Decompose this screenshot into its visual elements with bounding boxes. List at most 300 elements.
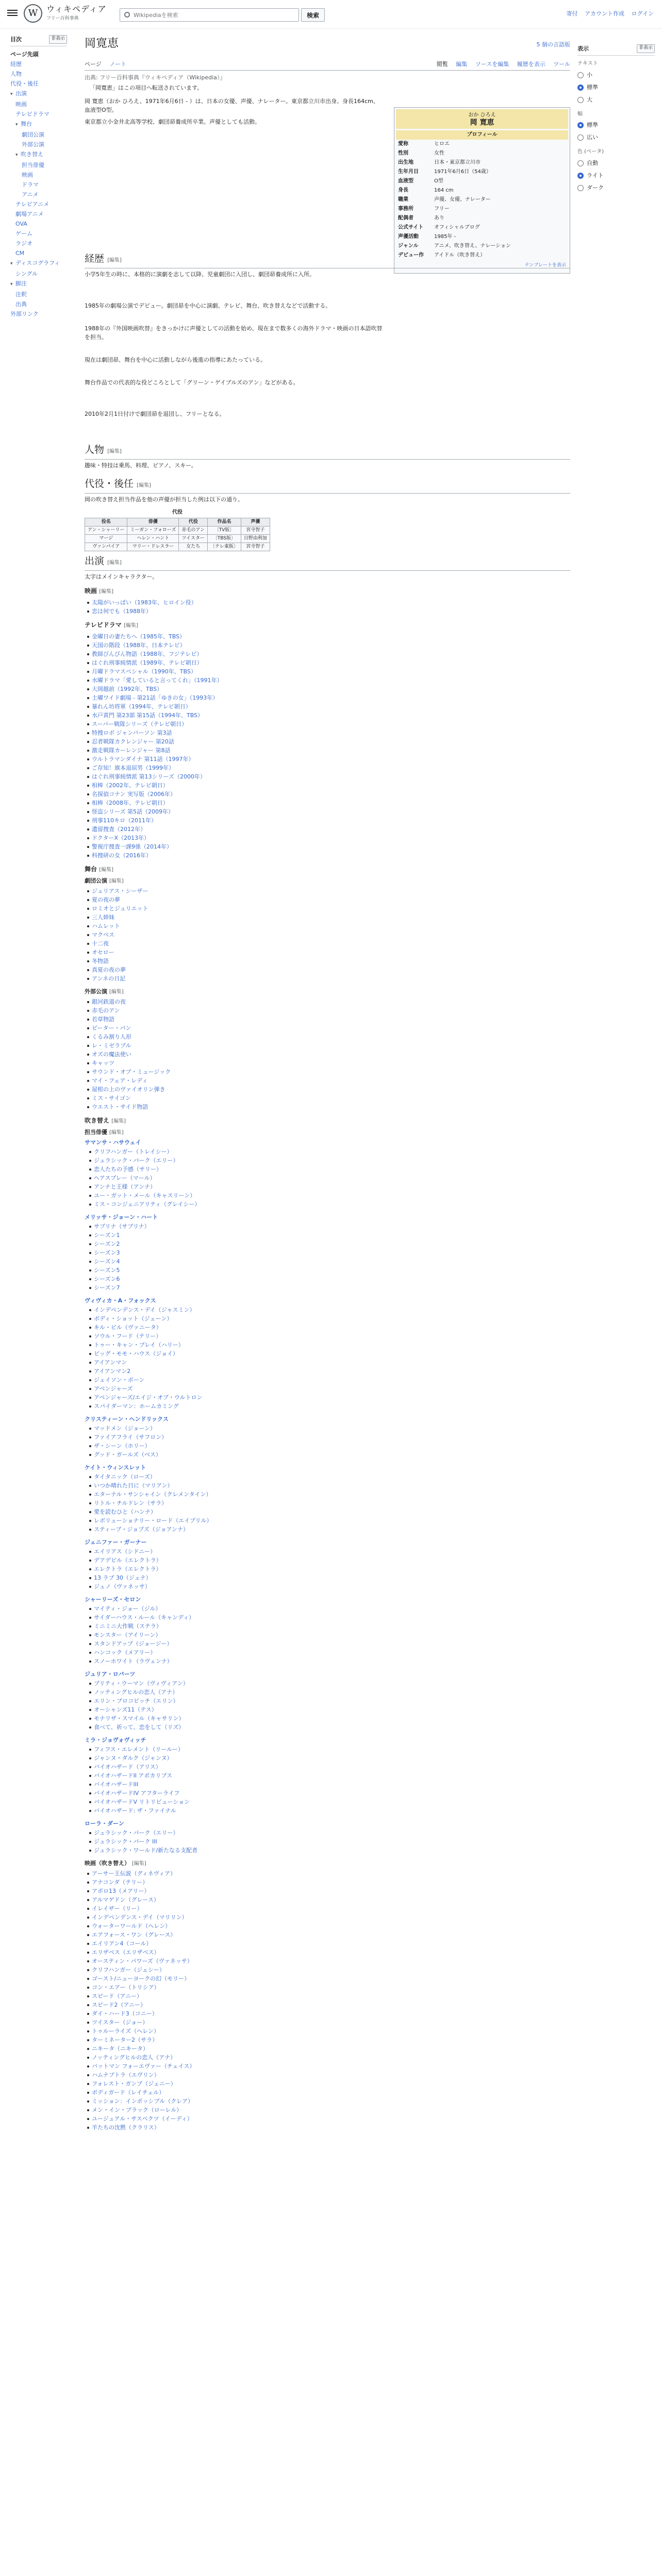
list-item-text[interactable]: ミッション：インポッシブル（クレア） [92, 2098, 194, 2105]
list-item-text[interactable]: タイタニック（ローズ） [94, 1473, 156, 1480]
list-item-text[interactable]: ジュラシック・パーク III [94, 1838, 157, 1845]
radio-icon[interactable] [577, 122, 584, 128]
list-item-text[interactable]: ビッグ・モモ・ハウス（ジョイ） [94, 1350, 179, 1357]
toc-item[interactable] [10, 299, 67, 309]
color-option[interactable] [577, 182, 655, 194]
toc-item[interactable] [10, 79, 67, 89]
list-item-text[interactable]: ご存知！旗本退屈男（1999年） [92, 765, 174, 771]
color-option[interactable] [577, 157, 655, 170]
list-item-text[interactable]: ファイアフライ（サフロン） [94, 1434, 168, 1440]
list-item-text[interactable]: フォレスト・ガンプ（ジェニー） [92, 2080, 176, 2087]
list-item-text[interactable]: アナコンダ（テリー） [92, 1879, 148, 1886]
list-item-text[interactable]: 屋根の上のヴァイオリン弾き [92, 1086, 166, 1093]
width-option[interactable] [577, 119, 655, 131]
toc-item-label: ディスコグラフィ [15, 260, 60, 267]
list-item-text[interactable]: インデペンデンス・デイ（ジャスミン） [94, 1307, 195, 1313]
list-item-text[interactable]: 激走戦隊カーレンジャー 第8話 [92, 747, 171, 754]
toc-item[interactable] [10, 170, 67, 180]
section-title: 代役・後任 [85, 478, 134, 489]
list-item-text[interactable]: スピード2（アニー） [92, 2002, 146, 2008]
list-item-text[interactable]: 三人姉妹 [92, 914, 114, 921]
list-item [94, 1283, 150, 1292]
section-heading [85, 251, 570, 268]
toc-item[interactable] [10, 199, 67, 209]
list-item-text[interactable]: ウエスト・サイド物語 [92, 1104, 148, 1110]
list-item-text[interactable]: バットマン フォーエヴァー（チェイス） [92, 2063, 195, 2070]
list-item-text[interactable]: ドクターX（2013年） [92, 835, 150, 841]
list-item-text[interactable]: 若草物語 [92, 1016, 114, 1023]
list-item-text[interactable]: クリフハンガー（トレイシー） [94, 1148, 173, 1155]
color-option-label: ライト [587, 172, 604, 179]
list-item [92, 948, 148, 957]
subsection-title: テレビドラマ [85, 621, 122, 629]
search-button[interactable]: 検索 [301, 8, 325, 22]
list-item-text[interactable]: スーパー戦隊シリーズ（テレビ朝日） [92, 721, 188, 727]
list-item-text[interactable]: オズの魔法使い [92, 1051, 131, 1058]
bullet-list [94, 1828, 197, 1855]
list-item-text[interactable]: 科捜研の女（2016年） [92, 852, 152, 859]
list-item-text[interactable]: 水曜ドラマ「愛していると言ってくれ」（1991年） [92, 677, 223, 684]
tab-tools[interactable]: ツール [553, 61, 570, 67]
tab-history[interactable]: 履歴を表示 [517, 61, 545, 67]
actor-name-text[interactable]: ケイト・ウィンスレット [85, 1464, 146, 1471]
list-item-text[interactable]: グッド・ガールズ（ベス） [94, 1451, 161, 1458]
list-item [94, 1846, 197, 1855]
list-item-text[interactable]: ダイ・ハード3（コニー） [92, 2010, 158, 2017]
list-item-text[interactable]: エイリアン4（コール） [92, 1940, 152, 1947]
list-item [94, 1174, 200, 1182]
search-input[interactable] [134, 10, 288, 20]
list-item-text[interactable]: マイティ・ジョー（ジル） [94, 1605, 161, 1612]
toc-item[interactable] [10, 309, 67, 319]
list-item-text[interactable]: 十二夜 [92, 940, 109, 947]
list-item-text[interactable]: シーズン1 [94, 1232, 120, 1239]
toc-item[interactable] [10, 258, 67, 269]
list-item [92, 930, 148, 939]
list-item-text[interactable]: シーズン7 [94, 1284, 120, 1291]
list-item [94, 1723, 189, 1732]
list-item-text[interactable]: エレクトラ（エレクトラ） [94, 1566, 162, 1572]
list-item-text[interactable]: シーズン6 [94, 1276, 120, 1282]
list-item-text[interactable]: 名探偵コナン 実写版（2006年） [92, 791, 176, 798]
radio-icon[interactable] [577, 134, 584, 141]
list-item-text[interactable]: プリティ・ウーマン（ヴィヴィアン） [94, 1680, 189, 1687]
list-item-text[interactable]: ハムナプトラ（エヴリン） [92, 2072, 160, 2078]
tab-page[interactable]: ページ [85, 61, 102, 67]
infobox-label: 事務所 [398, 206, 413, 212]
list-item-text[interactable]: クリフハンガー（ジェシー） [92, 1967, 165, 1973]
infobox-table [396, 130, 568, 260]
donate-link[interactable]: 寄付 [566, 10, 578, 17]
list-item [92, 799, 223, 807]
list-item-text[interactable]: 食べて、祈って、恋をして（リズ） [94, 1724, 185, 1731]
toc-item-label: ゲーム [15, 230, 32, 238]
text-size-option[interactable] [577, 69, 655, 81]
toc-item[interactable] [10, 229, 67, 239]
toc-item-label: 劇団公演 [22, 131, 44, 139]
list-item-text[interactable]: オセロー [92, 949, 114, 956]
list-item-text[interactable]: オースティン・パワーズ（ヴァネッサ） [92, 1958, 193, 1964]
list-item-text[interactable]: マッドメン（ジョーン） [94, 1425, 156, 1432]
list-item-text[interactable]: 暴れん坊将軍（1994年、テレビ朝日） [92, 703, 191, 710]
actor-name-text[interactable]: ジェニファー・ガーナー [85, 1539, 147, 1546]
list-item-text[interactable]: くるみ割り人形 [92, 1033, 131, 1040]
text-size-label: テキスト [577, 61, 598, 67]
list-item-text[interactable]: ピーター・パン [92, 1025, 131, 1031]
list-item-text[interactable]: 土曜ワイド劇場 - 第21話「ゆきの女」（1993年） [92, 694, 219, 701]
toc-item[interactable] [10, 149, 67, 160]
toc-item[interactable] [10, 248, 67, 258]
infobox-value: O型 [434, 178, 443, 184]
list-item [92, 1878, 195, 1887]
color-option-label: ダーク [587, 184, 604, 191]
list-item-text[interactable]: アイアンマン [94, 1359, 127, 1366]
list-item-text[interactable]: バイオハザード: ザ・ファイナル [94, 1807, 176, 1814]
list-item-text[interactable]: 特捜ロボ ジャンパーソン 第3話 [92, 730, 172, 736]
table-header-cell: 役名 [85, 518, 127, 526]
toc-item[interactable] [10, 180, 67, 190]
subsection-heading [85, 1128, 124, 1138]
section-edit-link[interactable]: [編集] [109, 1130, 124, 1136]
list-item-text[interactable]: ソウル・フード（テリー） [94, 1333, 162, 1340]
language-button[interactable]: 5 個の言語版 [536, 41, 570, 48]
list-item [94, 1191, 200, 1200]
list-item-text[interactable]: サイダーハウス・ルール（キャンディ） [94, 1614, 195, 1621]
list-item-text[interactable]: 赤毛のアン [92, 1007, 120, 1014]
list-item-text[interactable]: ハムレット [92, 923, 120, 929]
list-item-text[interactable]: ノッティングヒルの恋人（アナ） [94, 1689, 178, 1696]
list-item-text[interactable]: ツイスター（ジョー） [92, 2019, 148, 2026]
list-item-text[interactable]: シーズン3 [94, 1249, 120, 1256]
list-item-text[interactable]: スタンドアップ（ジョージー） [94, 1640, 173, 1647]
list-item-text[interactable]: ボディ・ショット（ジェーン） [94, 1315, 173, 1322]
infobox-label: ジャンル [398, 243, 419, 249]
actor-name-text[interactable]: ジュリア・ロバーツ [85, 1671, 136, 1677]
list-item-text[interactable]: マイ・フェア・レディ [92, 1077, 148, 1084]
list-item-text[interactable]: バイオハザードII アポカリプス [94, 1772, 172, 1779]
section-edit-link[interactable]: [編集] [123, 623, 138, 629]
list-item-text[interactable]: アルマゲドン（グレース） [92, 1896, 160, 1903]
infobox-row [396, 214, 568, 223]
list-item-text[interactable]: 13 ラブ 30（ジェナ） [94, 1574, 152, 1581]
list-item-text[interactable]: アポロ13（メアリー） [92, 1888, 150, 1894]
list-item [92, 1041, 171, 1050]
list-item-text[interactable]: ジュラシック・パーク（エリー） [94, 1157, 179, 1164]
search-box[interactable] [120, 8, 299, 22]
list-item [94, 1393, 203, 1402]
toc-item-label: 脚注 [15, 280, 27, 287]
list-item-text[interactable]: ミニミニ大作戦（ステラ） [94, 1623, 162, 1630]
career-paragraph: 現在は劇団昴、舞台を中心に活動しながら後進の指導にあたっている。 [85, 357, 266, 363]
toc-item[interactable] [10, 190, 67, 199]
toc-item[interactable] [10, 89, 67, 99]
list-item-text[interactable]: ハンコック（メアリー） [94, 1649, 156, 1656]
list-item-text[interactable]: エアフォース・ワン（グレース） [92, 1931, 176, 1938]
width-option[interactable] [577, 131, 655, 144]
list-item-text[interactable]: 金曜日の妻たちへ（1985年、TBS） [92, 633, 186, 640]
list-item-text[interactable]: バイオハザードV リトリビューション [94, 1799, 190, 1805]
list-item-text[interactable]: 怪盗シリーズ 第5話（2009年） [92, 808, 174, 815]
radio-icon[interactable] [577, 84, 584, 91]
show-template-link[interactable]: テンプレートを表示 [524, 263, 566, 268]
toc-item[interactable] [10, 130, 67, 140]
list-item-text[interactable]: いつか晴れた日に（マリアン） [94, 1482, 173, 1489]
section-edit-link[interactable]: [編集] [131, 1861, 146, 1867]
toc-item[interactable] [10, 219, 67, 229]
actor-name-text[interactable]: クリスティーン・ヘンドリックス [85, 1416, 169, 1422]
radio-icon[interactable] [577, 185, 584, 191]
list-item [92, 1067, 171, 1076]
list-item-text[interactable]: アーサー王伝説（グィネヴィア） [92, 1870, 176, 1877]
list-item-text[interactable]: 水戸黄門 第23部 第15話（1994年、TBS） [92, 712, 204, 719]
tab-edit[interactable]: 編集 [456, 61, 468, 67]
list-item-text[interactable]: サウンド・オブ・ミュージック [92, 1069, 171, 1075]
list-item-text[interactable]: 冬物語 [92, 958, 109, 964]
list-item-text[interactable]: ボディガード（レイチェル） [92, 2089, 165, 2096]
list-item-text[interactable]: デアデビル（エレクトラ） [94, 1557, 162, 1564]
list-item-text[interactable]: トゥルーライズ（ヘレン） [92, 2028, 160, 2035]
list-item-text[interactable]: ミス・コンジェニアリティ（グレイシー） [94, 1201, 201, 1208]
list-item-text[interactable]: ジェイソン・ボーン [94, 1377, 145, 1383]
toc-item[interactable] [10, 109, 67, 119]
text-size-option[interactable] [577, 81, 655, 94]
substitute-table [85, 507, 270, 551]
chevron-down-icon[interactable]: ▾ [15, 122, 18, 128]
list-item-text[interactable]: 相棒（2008年、テレビ朝日） [92, 800, 169, 806]
wordmark[interactable]: ウィキペディア [46, 4, 107, 14]
table-cell: アン・シャーリー [85, 526, 127, 534]
list-item-text[interactable]: 愛を読むひと（ハンナ） [94, 1509, 156, 1515]
user-links [561, 9, 654, 18]
list-item-text[interactable]: 夏の夜の夢 [92, 896, 120, 903]
list-item-text[interactable]: エリザベス（エリザベス） [92, 1949, 160, 1956]
chevron-down-icon[interactable]: ▾ [10, 92, 13, 97]
list-item-text[interactable]: ゴースト/ニューヨークの幻（モリー） [92, 1975, 190, 1982]
table-cell: 宮寺智子 [241, 543, 270, 551]
list-item-text[interactable]: ユージュアル・サスペクツ（イーディ） [92, 2115, 193, 2122]
login-link[interactable]: ログイン [631, 10, 654, 17]
list-item-text[interactable]: 月曜ドラマスペシャル（1990年、TBS） [92, 668, 196, 675]
tab-edit-source[interactable]: ソースを編集 [475, 61, 509, 67]
main-menu-icon[interactable] [7, 8, 18, 16]
list-item-text[interactable]: ウォーターワールド（ヘレン） [92, 1923, 171, 1929]
list-item-text[interactable]: ジュノ（ヴァネッサ） [94, 1583, 151, 1590]
list-item-text[interactable]: ジュラシック・ワールド/新たなる支配者 [94, 1847, 198, 1854]
toc-item[interactable] [10, 290, 67, 299]
section-edit-link[interactable]: [編集] [99, 589, 114, 595]
actor-name-text[interactable]: ローラ・ダーン [85, 1820, 124, 1827]
toc-item[interactable] [10, 59, 67, 69]
toc-hide-button[interactable]: 非表示 [49, 35, 67, 44]
list-item-text[interactable]: ジュラシック・パーク（エリー） [94, 1829, 179, 1836]
list-item-text[interactable]: キャッツ [92, 1060, 114, 1066]
actor-name-text[interactable]: サマンサ・ハサウェイ [85, 1139, 141, 1146]
list-item-text[interactable]: 真夏の夜の夢 [92, 967, 126, 973]
toc-item[interactable] [10, 239, 67, 248]
toc-item[interactable] [10, 49, 67, 59]
list-item-text[interactable]: フィフス・エレメント（リールー） [94, 1746, 184, 1753]
list-item-text[interactable]: レ・ミゼラブル [92, 1042, 131, 1049]
section-edit-link[interactable]: [編集] [107, 449, 122, 454]
toc-sidebar [0, 30, 72, 648]
infobox-value: 164 cm [434, 188, 454, 193]
actor-name-text[interactable]: ヴィヴィカ・A・フォックス [85, 1297, 156, 1304]
chevron-down-icon[interactable]: ▾ [10, 261, 13, 267]
list-item-text[interactable]: アベンジャーズ/エイジ・オブ・ウルトロン [94, 1394, 203, 1401]
list-item-text[interactable]: ザ・シーン（ホリー） [94, 1443, 151, 1449]
list-item [94, 1688, 189, 1697]
list-item-text[interactable]: スピード（アニー） [92, 1993, 143, 1999]
list-item-text[interactable]: ジャンヌ・ダルク（ジャンヌ） [94, 1755, 173, 1761]
infobox-value: 1985年 - [434, 234, 456, 240]
toc-item-label: 映画 [22, 172, 33, 179]
section-title: 出演 [85, 555, 105, 567]
actor-name-text[interactable]: メリッサ・ジョーン・ハート [85, 1214, 158, 1221]
list-item-text[interactable]: モナリザ・スマイル（キャサリン） [94, 1715, 185, 1722]
list-item-text[interactable]: ヘアスプレー（マール） [94, 1175, 156, 1181]
radio-icon[interactable] [577, 160, 584, 166]
list-item-text[interactable]: 教師びんびん物語（1988年、フジテレビ） [92, 651, 203, 657]
chevron-down-icon[interactable]: ▾ [15, 152, 18, 158]
list-item-text[interactable]: オーシャンズ11（テス） [94, 1706, 157, 1713]
subsection-heading [85, 987, 124, 997]
toc-item[interactable] [10, 69, 67, 79]
list-item-text[interactable]: コン・エアー（トリシア） [92, 1984, 160, 1991]
infobox-label: 身長 [398, 188, 408, 193]
list-item-text[interactable]: シーズン5 [94, 1267, 120, 1274]
toc-item[interactable] [10, 99, 67, 109]
list-item-text[interactable]: エターナル・サンシャイン（クレメンタイン） [94, 1491, 212, 1498]
list-item-text[interactable]: ロミオとジュリエット [92, 905, 148, 912]
tab-divider [85, 70, 570, 71]
create-account-link[interactable]: アカウント作成 [585, 10, 625, 17]
list-item-text[interactable]: 相棒（2002年、テレビ朝日） [92, 782, 169, 789]
list-item-text[interactable]: マクベス [92, 931, 114, 938]
section-edit-link[interactable]: [編集] [107, 258, 122, 263]
infobox-row [396, 167, 568, 177]
toc-item-label: 出典 [15, 301, 27, 308]
wikipedia-logo[interactable]: W [24, 4, 42, 23]
actor-name-text[interactable]: シャーリーズ・セロン [85, 1596, 141, 1603]
list-item-text[interactable]: トゥー・キャン・プレイ（ハリー） [94, 1342, 184, 1348]
list-item-text[interactable]: ウルトラマンダイナ 第11話（1997年） [92, 756, 194, 762]
actor-name-text[interactable]: ミラ・ジョヴォヴィッチ [85, 1737, 146, 1743]
list-item-text[interactable]: サブリナ（サブリナ） [94, 1223, 150, 1230]
list-item [92, 807, 223, 816]
section-edit-link[interactable]: [編集] [137, 483, 151, 488]
toc-item[interactable] [10, 279, 67, 290]
chevron-down-icon[interactable]: ▾ [10, 282, 13, 287]
career-paragraph: 小学5年生の時に、本格的に演劇を志して以降、児童劇団に入団し、劇団昴養成所に入所。 [85, 271, 315, 278]
list-item-text[interactable]: 忍者戦隊カクレンジャー 第20話 [92, 738, 174, 745]
section-edit-link[interactable]: [編集] [109, 989, 124, 995]
toc-item[interactable] [10, 140, 67, 149]
infobox-row [396, 177, 568, 186]
list-item-text[interactable]: アンネの日記 [92, 975, 126, 982]
list-item-text[interactable]: 太陽がいっぱい（1983年、ヒロイン役） [92, 599, 197, 606]
list-item-text[interactable]: レボリューショナリー・ロード（エイプリル） [94, 1517, 212, 1524]
color-option[interactable] [577, 170, 655, 182]
toc-item[interactable] [10, 119, 67, 130]
radio-icon[interactable] [577, 97, 584, 103]
list-item-text[interactable]: ミス・サイゴン [92, 1095, 131, 1101]
section-edit-link[interactable]: [編集] [107, 560, 122, 566]
text-size-option[interactable] [577, 94, 655, 106]
list-item-text[interactable]: スノーホワイト（ラヴェンナ） [94, 1658, 173, 1665]
list-item-text[interactable]: モンスター（アイリーン） [94, 1632, 161, 1638]
toc-item[interactable] [10, 209, 67, 219]
list-item-text[interactable]: 天国の階段（1988年、日本テレビ） [92, 642, 186, 649]
tab-talk[interactable]: ノート [109, 61, 126, 67]
list-item-text[interactable]: リトル・チルドレン（サラ） [94, 1500, 168, 1506]
list-item-text[interactable]: インデペンデンス・デイ（マリリン） [92, 1914, 188, 1921]
list-item-text[interactable]: シーズン2 [94, 1241, 120, 1247]
list-item-text[interactable]: シーズン4 [94, 1258, 120, 1265]
list-item-text[interactable]: 遺留捜査（2012年） [92, 826, 146, 833]
list-item-text[interactable]: はぐれ刑事純情派（1989年、テレビ朝日） [92, 659, 203, 666]
list-item [94, 1433, 167, 1442]
list-item [92, 1076, 171, 1085]
table-cell: マリー・ドレスラー [127, 543, 179, 551]
toc-item[interactable] [10, 269, 67, 279]
list-item-text[interactable]: 大岡越前（1992年、TBS） [92, 686, 163, 692]
section-edit-link[interactable]: [編集] [111, 1118, 126, 1124]
list-item-text[interactable]: エイリアス（シドニー） [94, 1548, 156, 1555]
list-item-text[interactable]: キル・ビル（ヴァニータ） [94, 1324, 162, 1331]
list-item-text[interactable]: エリン・ブロコビッチ（エリン） [94, 1698, 179, 1704]
width-label: 幅 [577, 111, 583, 117]
subsection-title: 劇団公演 [85, 877, 107, 884]
toc-item-label: 映画 [15, 101, 27, 108]
list-item [92, 755, 223, 764]
list-item [94, 1332, 203, 1341]
radio-icon[interactable] [577, 173, 584, 179]
list-item [92, 2106, 195, 2114]
list-item-text[interactable]: スティーブ・ジョブズ（ジョアンナ） [94, 1526, 189, 1533]
list-item-text[interactable]: ユー・ガット・メール（キャスリーン） [94, 1192, 196, 1199]
list-item-text[interactable]: バイオハザード（アリス） [94, 1764, 161, 1770]
section-edit-link[interactable]: [編集] [109, 878, 124, 884]
list-item-text[interactable]: ニキータ（ニキータ） [92, 2045, 148, 2052]
list-item-text[interactable]: 羊たちの沈黙（クラリス） [92, 2124, 160, 2131]
list-item-text[interactable]: ジュリアス・シーザー [92, 888, 148, 894]
radio-icon[interactable] [577, 72, 584, 78]
toc-item[interactable] [10, 160, 67, 170]
list-item-text[interactable]: 恋は何でも（1988年） [92, 608, 152, 615]
list-item-text[interactable]: スパイダーマン：ホームカミング [94, 1403, 179, 1410]
actor-name [85, 1819, 124, 1828]
list-item-text[interactable]: 銀河鉄道の夜 [92, 998, 126, 1005]
list-item-text[interactable]: アベンジャーズ [94, 1385, 133, 1392]
list-item-text[interactable]: 恋人たちの予感（サリー） [94, 1166, 162, 1173]
list-item-text[interactable]: 刑事110キロ（2011年） [92, 817, 157, 824]
list-item-text[interactable]: ノッティングヒルの恋人（アナ） [92, 2054, 176, 2061]
table-caption: 代役 [172, 510, 183, 515]
list-item-text[interactable]: バイオハザードIV アフターライフ [94, 1790, 180, 1797]
list-item-text[interactable]: アイアンマン2 [94, 1368, 131, 1375]
tab-read[interactable]: 閲覧 [436, 61, 448, 67]
list-item-text[interactable]: 警視庁捜査一課9係（2014年） [92, 843, 172, 850]
list-item-text[interactable]: イレイザー（リー） [92, 1905, 143, 1912]
section-edit-link[interactable]: [編集] [99, 867, 114, 873]
list-item-text[interactable]: メン・イン・ブラック（ローレル） [92, 2107, 183, 2113]
list-item [94, 1806, 190, 1815]
list-item-text[interactable]: ターミネーター2（サラ） [92, 2037, 158, 2043]
list-item-text[interactable]: アンナと王様（アンナ） [94, 1183, 156, 1190]
list-item-text[interactable]: はぐれ刑事純情派 第13シリーズ（2000年） [92, 773, 206, 780]
appearance-hide-button[interactable]: 非表示 [637, 44, 655, 53]
list-item-text[interactable]: バイオハザードIII [94, 1781, 139, 1788]
